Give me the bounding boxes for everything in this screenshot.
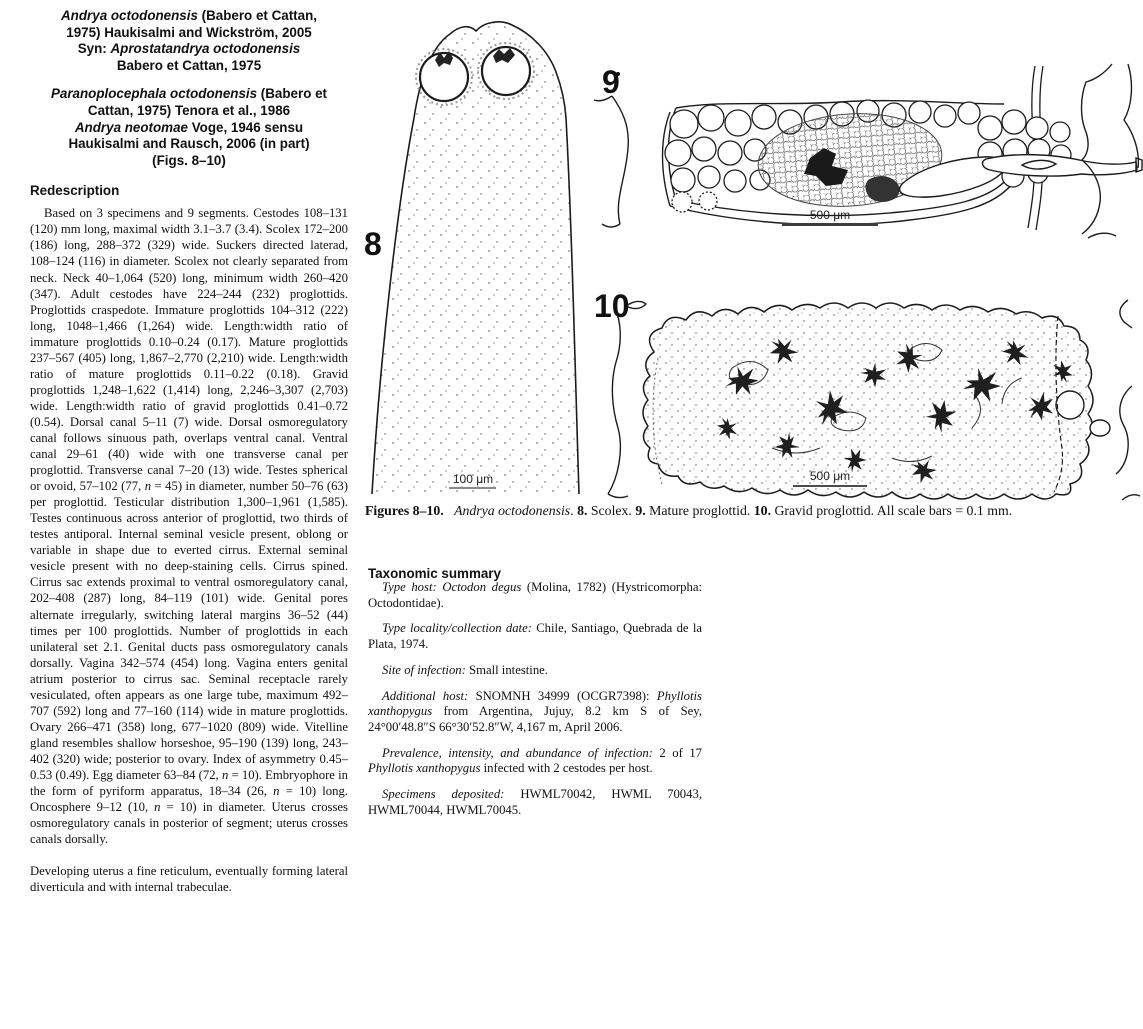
heading-line: 1975) Haukisalmi and Wickström, 2005 [66, 24, 312, 40]
figure-10-label: 10 [594, 288, 630, 324]
heading-line: Cattan, 1975) Tenora et al., 1986 [87, 102, 291, 118]
figure-8-scalebar-label: 100 μm [452, 472, 494, 486]
right-segment-fragment [1116, 300, 1140, 500]
taxonomic-entry-type-host: Type host: Octodon degus (Molina, 1782) (Hystricomorpha: Octodontidae). [368, 580, 702, 610]
figure-10-scalebar-label: 500 μm [809, 469, 851, 483]
figure-9-scalebar-line [782, 223, 878, 226]
heading-line: (Figs. 8–10) [152, 152, 226, 168]
heading-line: Andrya neotomae Voge, 1946 sensu [74, 119, 304, 135]
redescription-heading: Redescription [30, 183, 120, 199]
figure-8-scalebar-line [449, 487, 496, 489]
taxonomic-entry-type-locality: Type locality/collection date: Chile, Santiago, Quebrada de la Plata, 1974. [368, 621, 702, 652]
right-segment-fragment [1082, 64, 1139, 238]
taxonomic-entry-specimens-deposited: Specimens deposited: HWML70042, HWML 70043, HWML70044, HWML70045. [368, 787, 702, 817]
taxonomic-summary-heading: Taxonomic summary [368, 566, 501, 582]
left-segment-fragment [608, 301, 646, 497]
developing-uterus-note: Developing uterus a fine reticulum, eventually forming lateral diverticula and with internal trabeculae. [30, 864, 348, 895]
heading-line: Syn: Aprostatandrya octodonensis [77, 41, 301, 57]
taxonomic-summary [368, 580, 702, 828]
figure-9-label: 9 [602, 64, 620, 100]
heading-line: Paranoplocephala octodonensis (Babero et [50, 86, 328, 102]
redescription-paragraph: Based on 3 specimens and 9 segments. Cestodes 108–131 (120) mm long, maximal width 3.1–3.7 (3.4). Scolex 172–200 (186) long, 288–372 (329) wide. Suckers directed laterad, 108–124 (116) in diameter. Scolex not clearly separated from neck. Neck 40–1,064 (520) long, minimum width 260–420 (347). Adult cestodes have 224–244 (232) proglottids. Proglottids craspedote. Immature proglottids 104–312 (222) long, 1048–1,466 (1,264) wide. Length:width ratio of immature proglottids 0.10–0.24 (0.17). Mature proglottids 237–567 (405) long, 1,867–2,770 (2,210) wide. Length:width ratio of mature proglottids 0.11–0.22 (0.18). Gravid proglottids 1,248–1,622 (1,414) long, 2,246–3,307 (2,703) wide. Length:width ratio of gravid proglottids 0.41–0.72 (0.54). Dorsal canal 5–11 (7) wide. Dorsal osmoregulatory canal follows sinuous path, overlaps ventral canal. Ventral canal 29–61 (40) wide with one transverse canal per proglottid. Transverse canal 7–20 (13) wide. Testes spherical or ovoid, 57–102 (77, n = 45) in diameter, number 50–76 (63) per proglottid. Testicular distribution 1,300–1,961 (1,585). Testes continuous across anterior of proglottid, two thirds of testes antiporal. Internal seminal vesicle present, oblong or variable in shape due to everted cirrus. External seminal vesicle present with no deep-staining cells. Cirrus spined. Cirrus sac extends proximal to ventral osmoregulatory canal, 202–408 (287) long, 84–119 (101) wide. Genital pores alternate irregularly, switching lateral margins 36–52 (44) times per 100 proglottids. Number of proglottids in each unilateral set 2.1. Genital ducts pass osmoregulatory canals dorsally. Vagina 342–574 (454) long. Vagina enters genital atrium posterior to cirrus sac. Seminal receptacle rarely vesiculated, often appears as one large tube, maximum 492–707 (592) long and 77–160 (114) wide in mature proglottids. Ovary 266–471 (358) long, 677–1020 (809) wide. Vitelline gland resembles shallow horseshoe, 95–190 (139) long, 243–402 (320) wide; posterior to ovary. Index of asymmetry 0.45–0.53 (0.49). Egg diameter 63–84 (72, n = 10). Embryophore in the form of pyriform apparatus, 18–34 (26, n = 10) long. Oncosphere 9–12 (10, n = 10) in diameter. Uterus crosses osmoregulatory canals in posterior of segment; uterus crosses canals dorsally. [30, 206, 349, 847]
taxonomic-entry-additional-host: Additional host: SNOMNH 34999 (OCGR7398): Phyllotis xanthopygus from Argentina, Jujuy, 8.2 km S of Sey, 24°00′48.8″S 66°30′52.8″W, 4,167 m, April 2006. [368, 688, 702, 734]
scolex-body-fill [372, 22, 579, 494]
figure-10-gravid-proglottid-drawing [592, 288, 1143, 513]
heading-line: Andrya octodonensis (Babero et Cattan, [61, 8, 317, 23]
figure-9-scalebar-label: 500 μm [809, 208, 851, 222]
heading-line: Haukisalmi and Rausch, 2006 (in part) [68, 136, 310, 152]
figure-10-scalebar-line [793, 485, 867, 487]
left-text-column [30, 8, 348, 895]
species-heading-primary [30, 8, 348, 74]
taxonomic-entry-prevalence: Prevalence, intensity, and abundance of infection: 2 of 17 Phyllotis xanthopygus infected with 2 cestodes per host. [368, 745, 703, 776]
heading-line: Babero et Cattan, 1975 [116, 57, 262, 73]
figure-8-label: 8 [364, 226, 382, 262]
species-heading-synonymy [30, 86, 348, 169]
uterus-lobulated-outline [643, 303, 1093, 499]
figures-caption: Figures 8–10. Andrya octodonensis. 8. Scolex. 9. Mature proglottid. 10. Gravid proglottid. All scale bars = 0.1 mm. [365, 503, 1013, 518]
taxonomic-entry-site-of-infection: Site of infection: Small intestine. [382, 662, 548, 677]
figure-8-scolex-drawing [358, 6, 620, 496]
